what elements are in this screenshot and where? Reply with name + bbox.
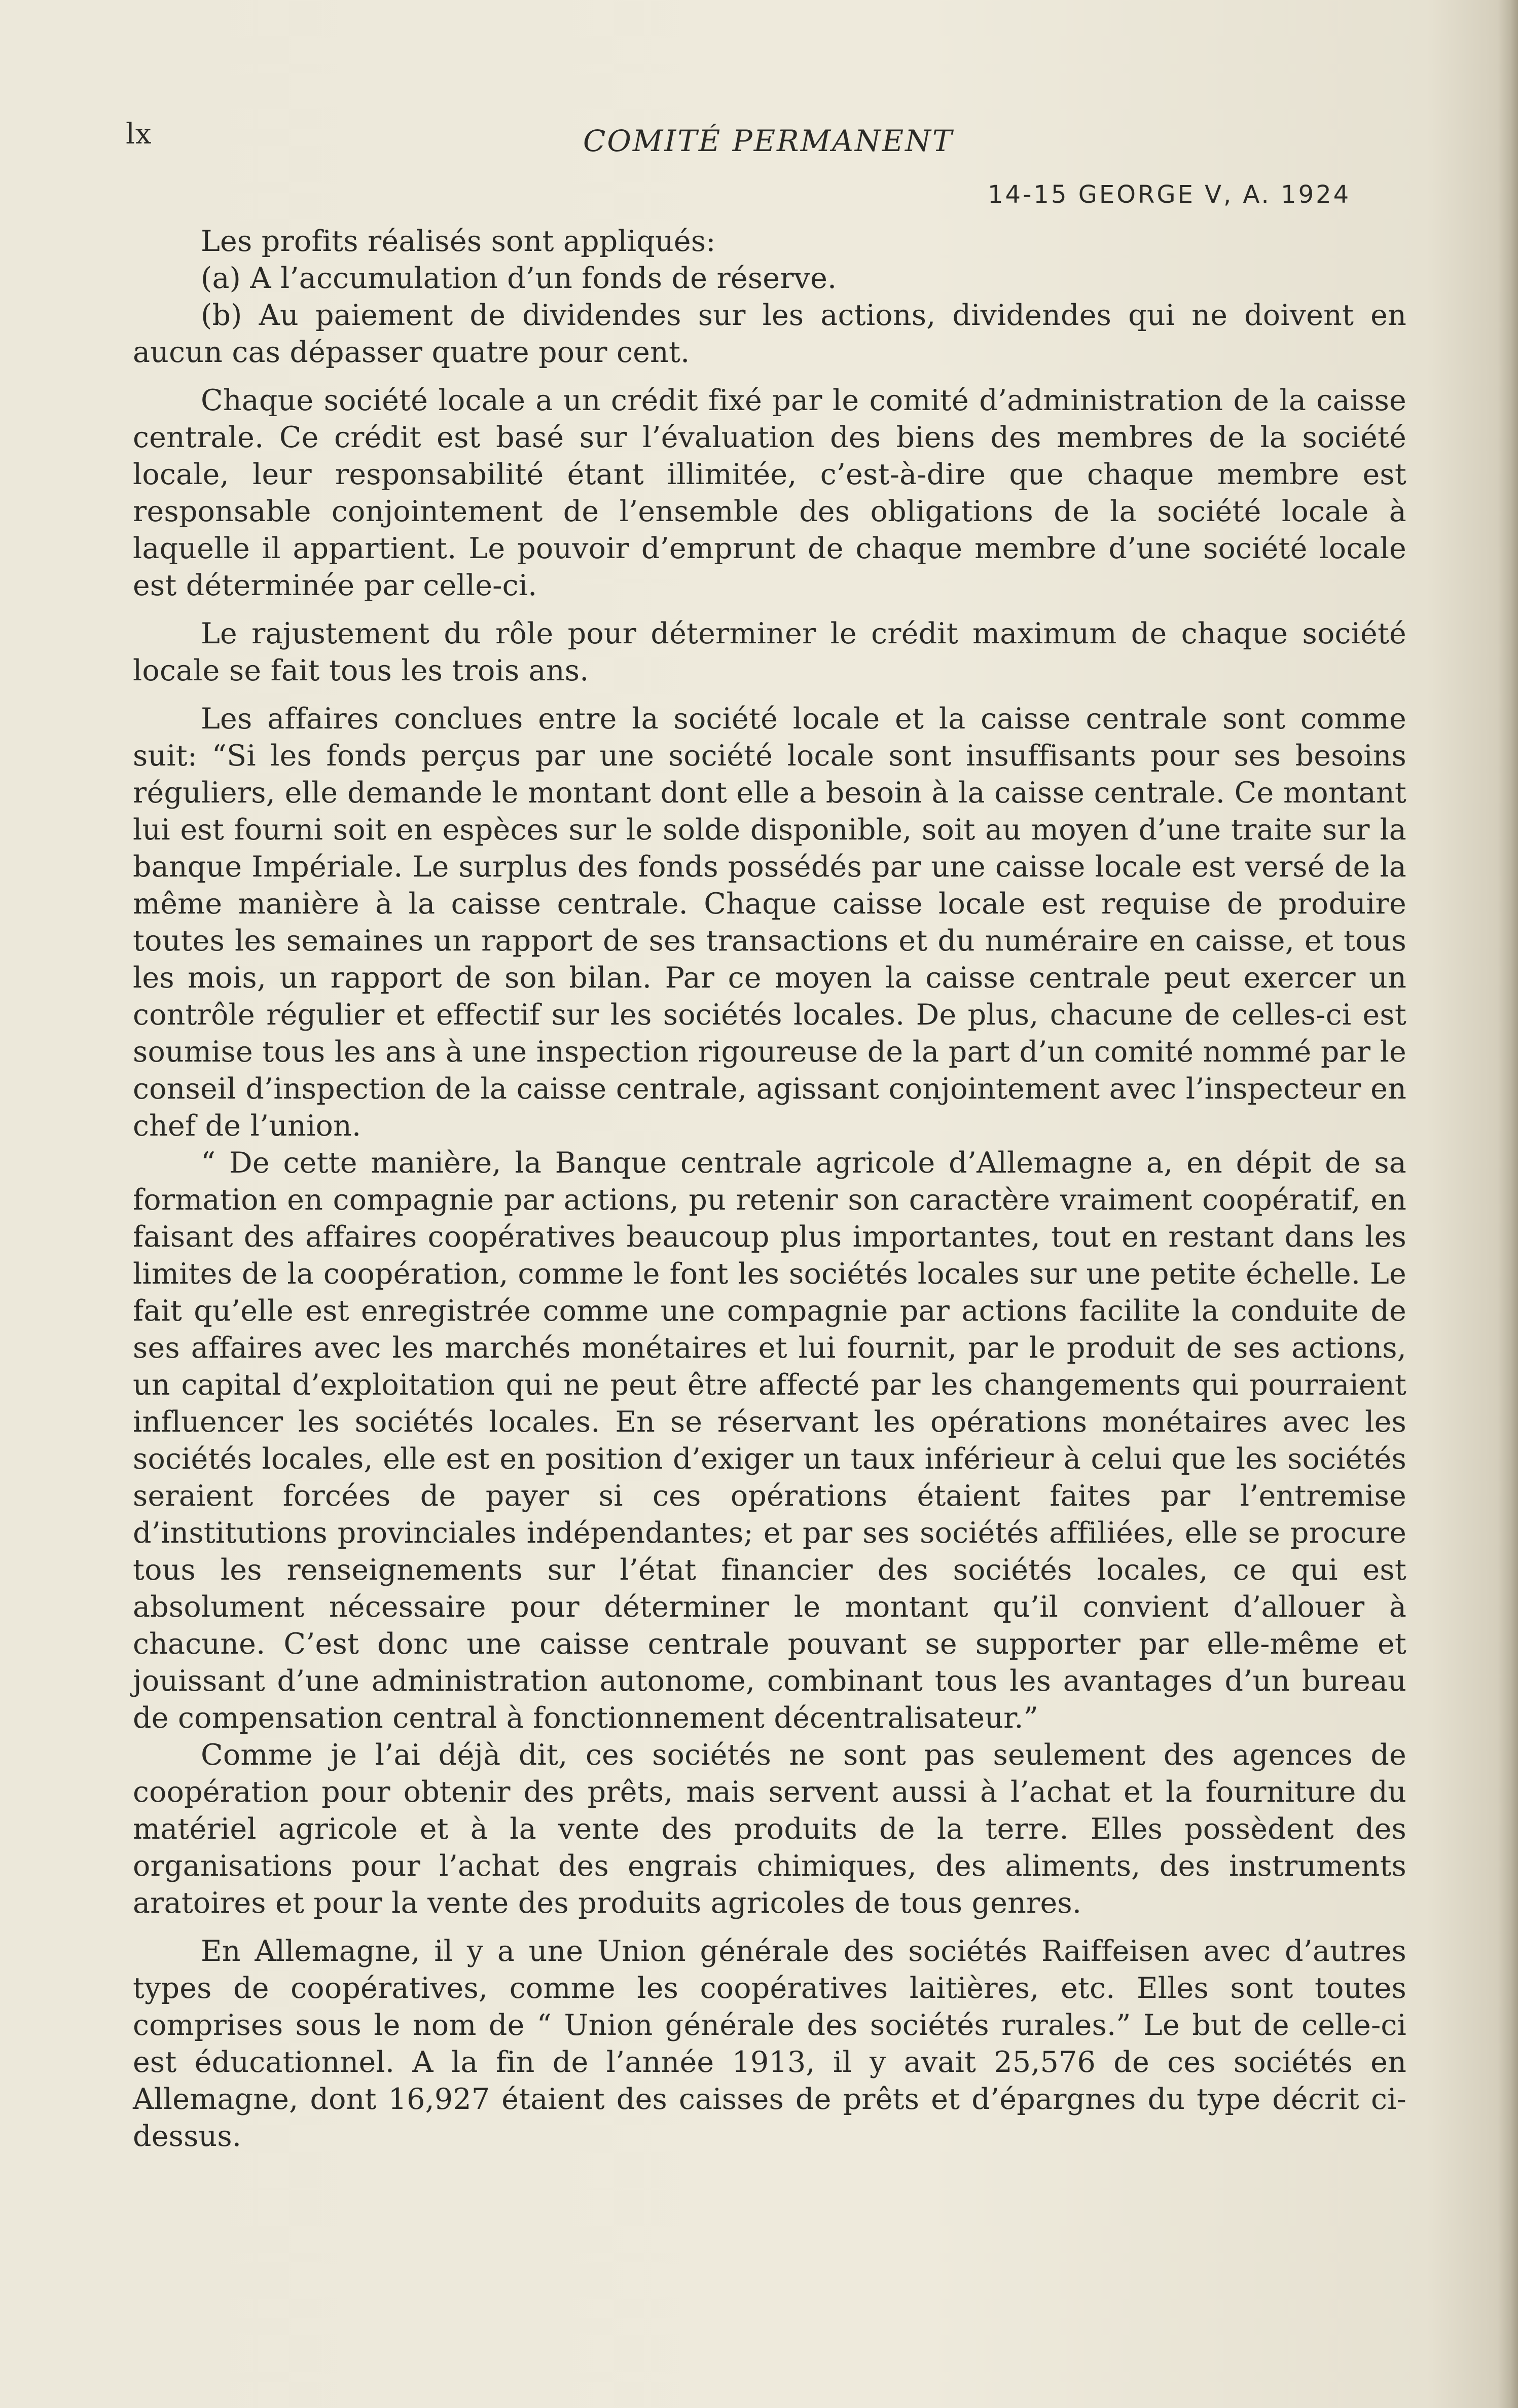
paragraph-germany: En Allemagne, il y a une Union générale des sociétés Raiffeisen avec d’autres types de coopératives, comme les coopératives laitières, etc. Elles sont toutes comprises sous le nom de “ Union générale des sociétés rurales.” Le but de celle-ci est éducationnel. A la fin de l’année 1913, il y avait 25,576 de ces sociétés en Allemagne, dont 16,927 étaient des caisses de prêts et d’épargnes du type décrit ci-dessus.	[133, 1935, 1406, 2153]
paragraph-business: Les affaires conclues entre la société locale et la caisse centrale sont comme suit: “Si les fonds perçus par une société locale sont insuffisants pour ses besoins réguliers, elle demande le montant dont elle a besoin à la caisse centrale. Ce montant lui est fourni soit en espèces sur le solde disponible, soit au moyen d’une traite sur la banque Impériale. Le surplus des fonds possédés par une caisse locale est versé de la même manière à la caisse centrale. Chaque caisse locale est requise de produire toutes les semaines un rapport de ses transactions et du numéraire en caisse, et tous les mois, un rapport de son bilan. Par ce moyen la caisse centrale peut exercer un contrôle régulier et effectif sur les sociétés locales. De plus, chacune de celles-ci est soumise tous les ans à une inspection rigoureuse de la part d’un comité nommé par le conseil d’inspection de la caisse centrale, agissant conjointement avec l’inspecteur en chef de l’union.	[133, 702, 1406, 1143]
body-text	[133, 223, 1406, 2155]
paragraph-item-a: (a) A l’accumulation d’un fonds de réserve.	[201, 262, 837, 295]
session-reference: 14-15 GEORGE V, A. 1924	[988, 180, 1351, 209]
page-edge-shadow	[1498, 0, 1518, 2408]
page-number: lx	[126, 118, 152, 151]
paragraph-item-b: (b) Au paiement de dividendes sur les actions, dividendes qui ne doivent en aucun cas dépasser quatre pour cent.	[133, 299, 1406, 369]
running-title: COMITÉ PERMANENT	[583, 124, 954, 158]
paragraph-quotation: “ De cette manière, la Banque centrale agricole d’Allemagne a, en dépit de sa formation en compagnie par actions, pu retenir son caractère vraiment coopératif, en faisant des affaires coopératives beaucoup plus importantes, tout en restant dans les limites de la coopération, comme le font les sociétés locales sur une petite échelle. Le fait qu’elle est enregistrée comme une compagnie par actions facilite la conduite de ses affaires avec les marchés monétaires et lui fournit, par le produit de ses actions, un capital d’exploitation qui ne peut être affecté par les changements qui pourraient influencer les sociétés locales. En se réservant les opérations monétaires avec les sociétés locales, elle est en position d’exiger un taux inférieur à celui que les sociétés seraient forcées de payer si ces opérations étaient faites par l’entremise d’institutions provinciales indépendantes; et par ses sociétés affiliées, elle se procure tous les renseignements sur l’état financier des sociétés locales, ce qui est absolument nécessaire pour déterminer le montant qu’il convient d’allouer à chacune. C’est donc une caisse centrale pouvant se supporter par elle-même et jouissant d’une administration autonome, combinant tous les avantages d’un bureau de compensation central à fonctionnement décentralisateur.”	[133, 1146, 1406, 1735]
paragraph-readjustment: Le rajustement du rôle pour déterminer le crédit maximum de chaque société locale se fait tous les trois ans.	[133, 617, 1406, 687]
paragraph-agencies: Comme je l’ai déjà dit, ces sociétés ne sont pas seulement des agences de coopération pour obtenir des prêts, mais servent aussi à l’achat et la fourniture du matériel agricole et à la vente des produits de la terre. Elles possèdent des organisations pour l’achat des engrais chimiques, des aliments, des instruments aratoires et pour la vente des produits agricoles de tous genres.	[133, 1738, 1406, 1920]
paragraph-profits: Les profits réalisés sont appliqués:	[201, 225, 716, 258]
paragraph-credit: Chaque société locale a un crédit fixé par le comité d’administration de la caisse centrale. Ce crédit est basé sur l’évaluation des biens des membres de la société locale, leur responsabilité étant illimitée, c’est-à-dire que chaque membre est responsable conjointement de l’ensemble des obligations de la société locale à laquelle il appartient. Le pouvoir d’emprunt de chaque membre d’une société locale est déterminée par celle-ci.	[133, 384, 1406, 602]
